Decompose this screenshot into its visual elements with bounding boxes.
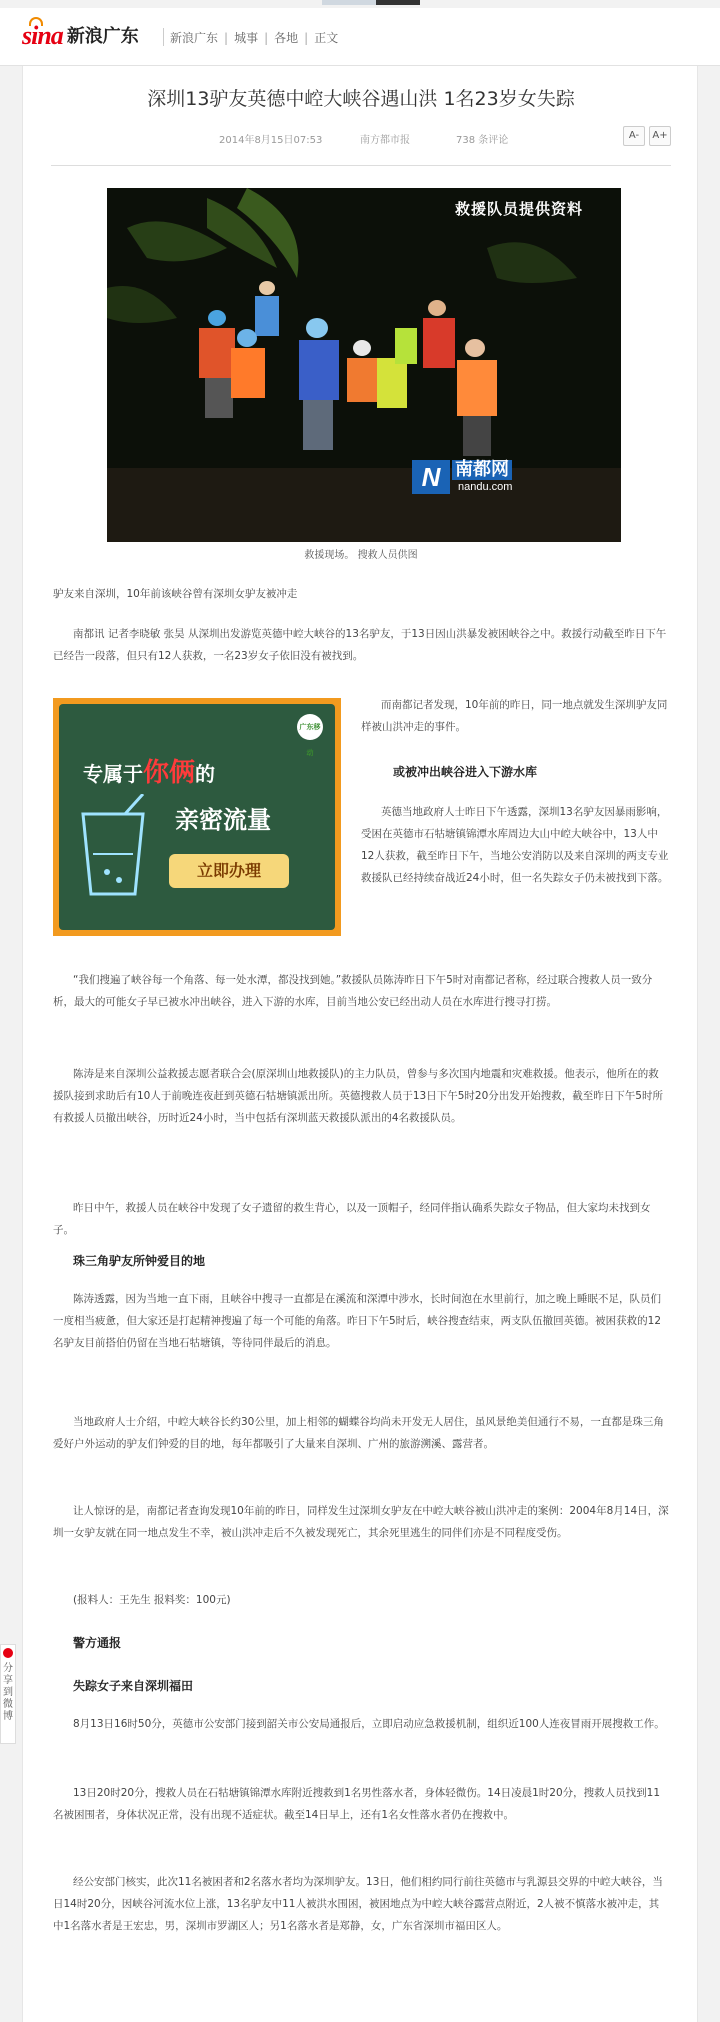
ad-subheadline: 亲密流量 (175, 806, 271, 834)
nandu-logo-text (452, 460, 512, 494)
section-heading: 失踪女子来自深圳福田 (73, 1679, 194, 1693)
drink-cup-icon (73, 794, 153, 904)
paragraph: 南都讯 记者李晓敏 张昊 从深圳出发游览英德中崆大峡谷的13名驴友，于13日因山洪暴发被困峡谷之中。救援行动截至昨日下午已经告一段落，但只有12人获救，一名23岁女子依旧没有被找到。 (53, 628, 667, 662)
share-to-weibo-button[interactable] (0, 1644, 16, 1744)
paragraph: 英德当地政府人士昨日下午透露，深圳13名驴友因暴雨影响，受困在英德市石牯塘镇锦潭水库周边大山中崆大峡谷中，13人中12人获救，截至昨日下午，当地公安消防以及来自深圳的两支专业救援队已经持续奋战近24小时，但一名失踪女子仍未被找到下落。 (361, 806, 669, 884)
paragraph: 让人惊讶的是，南都记者查询发现10年前的昨日，同样发生过深圳女驴友在中崆大峡谷被山洪冲走的案例：2004年8月14日，深圳一女驴友就在同一地点发生不幸，被山洪冲走后不久被发现死亡，其余死里逃生的同伴们亦是不同程度受伤。 (53, 1505, 669, 1539)
nandu-url: nandu.com (458, 481, 513, 493)
rescue-photo (107, 188, 621, 542)
logo-brand: sina (22, 22, 63, 50)
section-heading: 警方通报 (73, 1636, 122, 1650)
sina-logo[interactable] (22, 22, 139, 50)
breadcrumb-separator: | (304, 30, 309, 45)
breadcrumb-local[interactable]: 各地 (274, 31, 299, 45)
rescue-scene-illustration (107, 188, 621, 542)
paragraph: 经公安部门核实，此次11名被困者和2名落水者均为深圳驴友。13日，他们相约同行前往英德市与乳源县交界的中崆大峡谷，当日14时20分，因峡谷河流水位上涨，13名驴友中11人被洪水围困，被困地点为中崆大峡谷露营点附近，2人被不慎落水被冲走，其中1名落水者是王宏忠，男，深圳市罗湖区人；另1名落水者是郑静，女，广东省深圳市福田区人。 (53, 1876, 663, 1932)
nandu-logo (412, 460, 512, 494)
ad-banner[interactable] (53, 698, 341, 936)
photo-overlay-text: 救援队员提供资料 (454, 200, 583, 218)
article-source[interactable]: 南方都市报 (360, 135, 410, 146)
breadcrumb-current: 正文 (314, 31, 339, 45)
breadcrumb-city[interactable]: 城事 (234, 31, 259, 45)
section-heading: 珠三角驴友所钟爱目的地 (73, 1254, 206, 1268)
header-divider (163, 28, 164, 46)
article-meta (23, 128, 699, 148)
top-strip (0, 0, 720, 8)
breadcrumb-separator: | (264, 30, 269, 45)
paragraph: 而南都记者发现，10年前的昨日，同一地点就发生深圳驴友同样被山洪冲走的事件。 (361, 699, 668, 733)
site-header (0, 8, 720, 66)
nandu-mark: N (412, 460, 450, 494)
paragraph: “我们搜遍了峡谷每一个角落、每一处水潭，都没找到她。”救援队员陈涛昨日下午5时对南都记者称，经过联合搜救人员一致分析，最大的可能女子早已被水冲出峡谷，进入下游的水库，目前当地公安已经出动人员在水库进行搜寻打捞。 (53, 974, 653, 1008)
paragraph: 昨日中午，救援人员在峡谷中发现了女子遗留的救生背心，以及一顶帽子，经同伴指认确系失踪女子物品，但大家均未找到女子。 (53, 1202, 651, 1236)
paragraph: 陈涛透露，因为当地一直下雨，且峡谷中搜寻一直都是在溪流和深潭中涉水，长时间泡在水里前行，加之晚上睡眠不足，队员们一度相当疲惫，但大家还是打起精神搜遍了每一个可能的角落。昨日下午5时后，峡谷搜查结束，两支队伍撤回英德。被困获救的12名驴友目前搭伯仍留在当地石牯塘镇，等待同伴最后的消息。 (53, 1293, 662, 1349)
article-body (22, 66, 698, 2022)
section-heading: 或被冲出峡谷进入下游水库 (393, 765, 538, 779)
font-larger-button[interactable]: A+ (649, 126, 671, 146)
comment-count[interactable]: 738 条评论 (456, 135, 509, 146)
paragraph: 陈涛是来自深圳公益救援志愿者联合会(原深圳山地救援队)的主力队员，曾参与多次国内地震和灾难救援。他表示，他所在的救援队接到求助后有10人于前晚连夜赶到英德石牯塘镇派出所。英德搜救人员于13日下午5时20分出发开始搜救，截至昨日下午5时所有救援人员撤出峡谷，历时近24小时，当中包括有深圳蓝天救援队派出的4名救援队员。 (53, 1068, 663, 1124)
ad-headline: 专属于你俩的 (83, 758, 216, 788)
weibo-icon (3, 1648, 13, 1658)
paragraph: 当地政府人士介绍，中崆大峡谷长约30公里，加上相邻的蝴蝶谷均尚未开发无人居住，虽风景绝美但通行不易，一直都是珠三角爱好户外运动的驴友们钟爱的目的地，每年都吸引了大量来自深圳、广州的旅游溯溪、露营者。 (53, 1416, 664, 1450)
ad-badge: 广东移动 (297, 714, 323, 740)
font-smaller-button[interactable]: A- (623, 126, 645, 146)
paragraph: 8月13日16时50分，英德市公安部门接到韶关市公安局通报后，立即启动应急救援机制，组织近100人连夜冒雨开展搜救工作。 (73, 1718, 665, 1730)
ad-cta-button[interactable]: 立即办理 (169, 854, 289, 888)
paragraph: 13日20时20分，搜救人员在石牯塘镇锦潭水库附近搜救到1名男性落水者，身体轻微伤。14日凌晨1时20分，搜救人员找到11名被困围者，身体状况正常，没有出现不适症状。截至14日早上，还有1名女性落水者仍在搜救中。 (53, 1787, 661, 1821)
title-divider (51, 165, 671, 166)
share-label: 分享到微博 (3, 1663, 13, 1722)
breadcrumb (170, 29, 338, 46)
ad-inner (59, 704, 335, 930)
breadcrumb-home[interactable]: 新浪广东 (170, 31, 219, 45)
eye-icon (29, 17, 43, 26)
nandu-cn: 南都网 (452, 460, 512, 480)
article-lead: 驴友来自深圳，10年前该峡谷曾有深圳女驴友被冲走 (53, 588, 298, 600)
article-title: 深圳13驴友英德中崆大峡谷遇山洪 1名23岁女失踪 (147, 88, 575, 110)
photo-caption: 救援现场。 搜救人员供图 (304, 550, 418, 561)
breadcrumb-separator: | (224, 30, 229, 45)
logo-site-name: 新浪广东 (66, 26, 139, 47)
reporter-tip: (报料人：王先生 报料奖：100元) (73, 1594, 231, 1606)
publish-date: 2014年8月15日07:53 (219, 135, 323, 146)
